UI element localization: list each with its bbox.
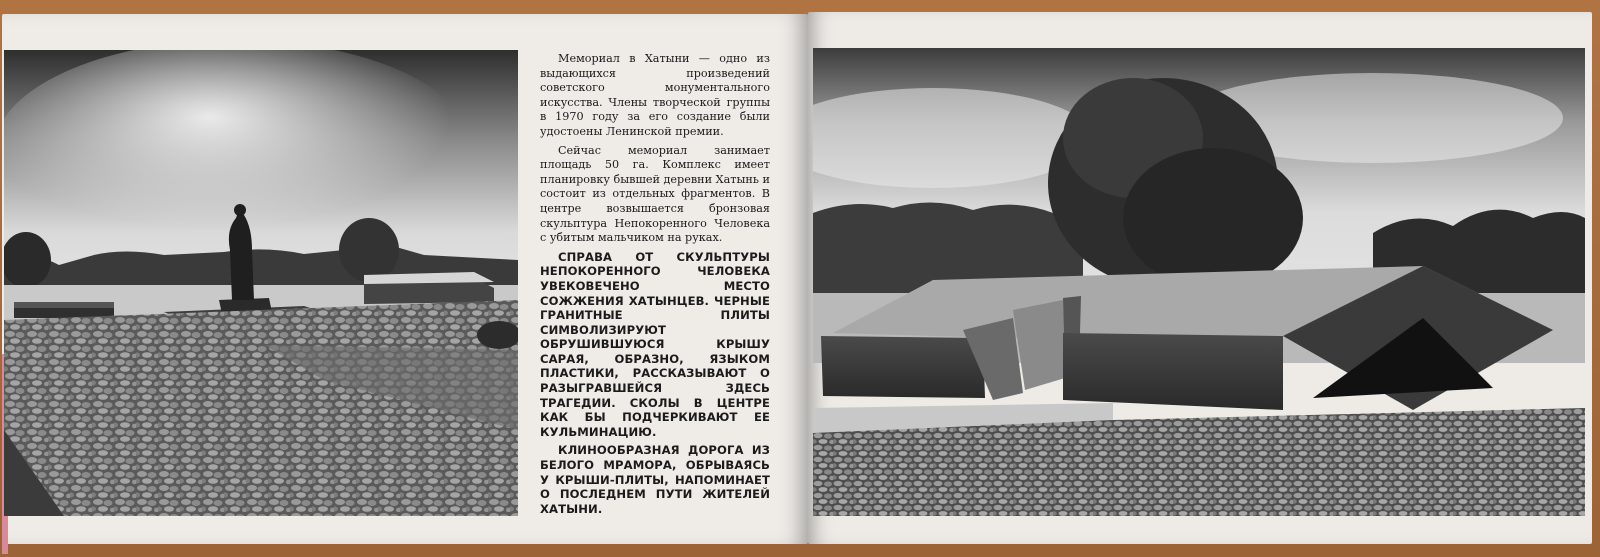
open-booklet-spread bbox=[0, 10, 1592, 548]
fire-site-paragraph: СПРАВА ОТ СКУЛЬПТУРЫ НЕПОКОРЕННОГО ЧЕЛОВЕКА УВЕКОВЕЧЕНО МЕСТО СОЖЖЕНИЯ ХАТЫНЦЕВ. ЧЕРНЫЕ ГРАНИТНЫЕ ПЛИТЫ СИМВОЛИЗИРУЮТ ОБРУШИВШУЮСЯ КРЫШУ САРАЯ, ОБРАЗНО, ЯЗЫКОМ ПЛАСТИКИ, РАССКАЗЫВАЮТ О РАЗЫГРАВШЕЙСЯ ЗДЕСЬ ТРАГЕДИИ. СКОЛЫ В ЦЕНТРЕ КАК БЫ ПОДЧЕРКИВАЮТ ЕЕ КУЛЬМИНАЦИЮ. bbox=[540, 249, 770, 439]
marble-road-paragraph: КЛИНООБРАЗНАЯ ДОРОГА ИЗ БЕЛОГО МРАМОРА, ОБРЫВАЯСЬ У КРЫШИ-ПЛИТЫ, НАПОМИНАЕТ О ПОСЛЕДНЕМ ПУТИ ЖИТЕЛЕЙ ХАТЫНИ. bbox=[540, 443, 770, 516]
memorial-statue-photo bbox=[4, 50, 518, 516]
granite-roof-photo bbox=[813, 48, 1585, 516]
article-text-column bbox=[540, 52, 770, 520]
intro-paragraph: Мемориал в Хатыни — одно из выдающихся произведений советского монументального искусства. Члены творческой группы в 1970 году за его создание были удостоены Ленинской премии. bbox=[540, 52, 770, 138]
area-paragraph: Сейчас мемориал занимает площадь 50 га. Комплекс имеет планировку бывшей деревни Хатынь и состоит из отдельных фрагментов. В центре возвышается бронзовая скульптура Непокоренного Человека с убитым мальчиком на руках. bbox=[540, 143, 770, 245]
